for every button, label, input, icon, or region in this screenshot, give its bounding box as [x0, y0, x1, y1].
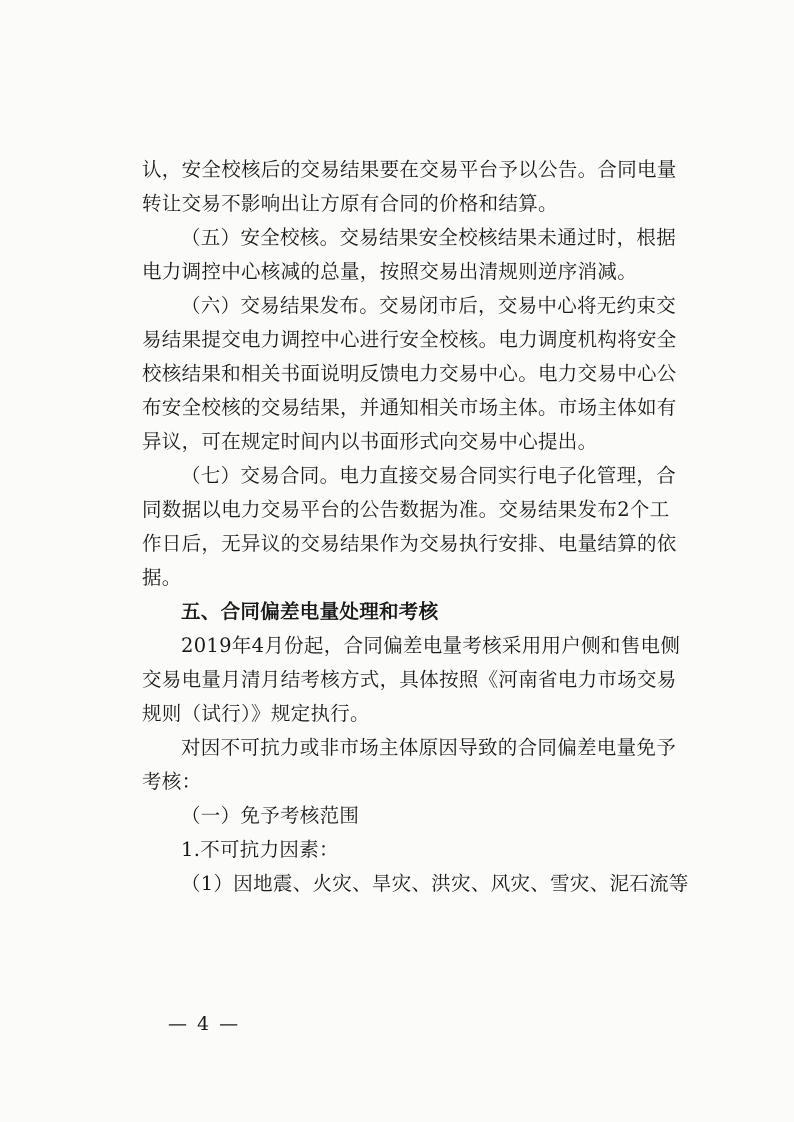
text-line: 交易电量月清月结考核方式，具体按照《河南省电力市场交易 — [142, 668, 677, 691]
text-line: 1.不可抗力因素： — [181, 838, 339, 861]
paragraph — [142, 799, 722, 833]
text-line: 据。 — [142, 566, 182, 589]
text-line: 对因不可抗力或非市场主体原因导致的合同偏差电量免予 — [181, 736, 677, 759]
paragraph — [142, 833, 722, 867]
document-body — [142, 153, 722, 901]
page-number: — 4 — — [168, 1013, 241, 1035]
text-line: 异议，可在规定时间内以书面形式向交易中心提出。 — [142, 430, 598, 453]
text-line: 规则（试行）》规定执行。 — [142, 702, 370, 725]
text-line: （六）交易结果发布。交易闭市后，交易中心将无约束交 — [181, 294, 677, 317]
paragraph — [142, 153, 722, 221]
text-line: 校核结果和相关书面说明反馈电力交易中心。电力交易中心公 — [142, 362, 677, 385]
text-line: 考核： — [142, 770, 202, 793]
text-line: 同数据以电力交易平台的公告数据为准。交易结果发布2个工 — [142, 498, 670, 521]
text-line: （1）因地震、火灾、旱灾、洪灾、风灾、雪灾、泥石流等 — [181, 872, 689, 895]
section-heading — [142, 595, 722, 629]
text-line: （一）免予考核范围 — [181, 804, 360, 827]
text-line: 电力调控中心核减的总量，按照交易出清规则逆序消减。 — [142, 260, 638, 283]
text-line: （五）安全校核。交易结果安全校核结果未通过时，根据 — [181, 226, 677, 249]
text-line: 2019年4月份起，合同偏差电量考核采用用户侧和售电侧 — [181, 634, 681, 657]
paragraph — [142, 289, 722, 459]
text-line: 转让交易不影响出让方原有合同的价格和结算。 — [142, 192, 558, 215]
text-line: 布安全校核的交易结果，并通知相关市场主体。市场主体如有 — [142, 396, 677, 419]
paragraph — [142, 221, 722, 289]
paragraph — [142, 629, 722, 731]
text-line: 五、合同偏差电量处理和考核 — [181, 600, 439, 623]
text-line: 作日后，无异议的交易结果作为交易执行安排、电量结算的依 — [142, 532, 677, 555]
paragraph — [142, 731, 722, 799]
paragraph — [142, 459, 722, 595]
text-line: 易结果提交电力调控中心进行安全校核。电力调度机构将安全 — [142, 328, 677, 351]
text-line: （七）交易合同。电力直接交易合同实行电子化管理，合 — [181, 464, 677, 487]
text-line: 认，安全校核后的交易结果要在交易平台予以公告。合同电量 — [142, 158, 677, 181]
paragraph — [142, 867, 722, 901]
